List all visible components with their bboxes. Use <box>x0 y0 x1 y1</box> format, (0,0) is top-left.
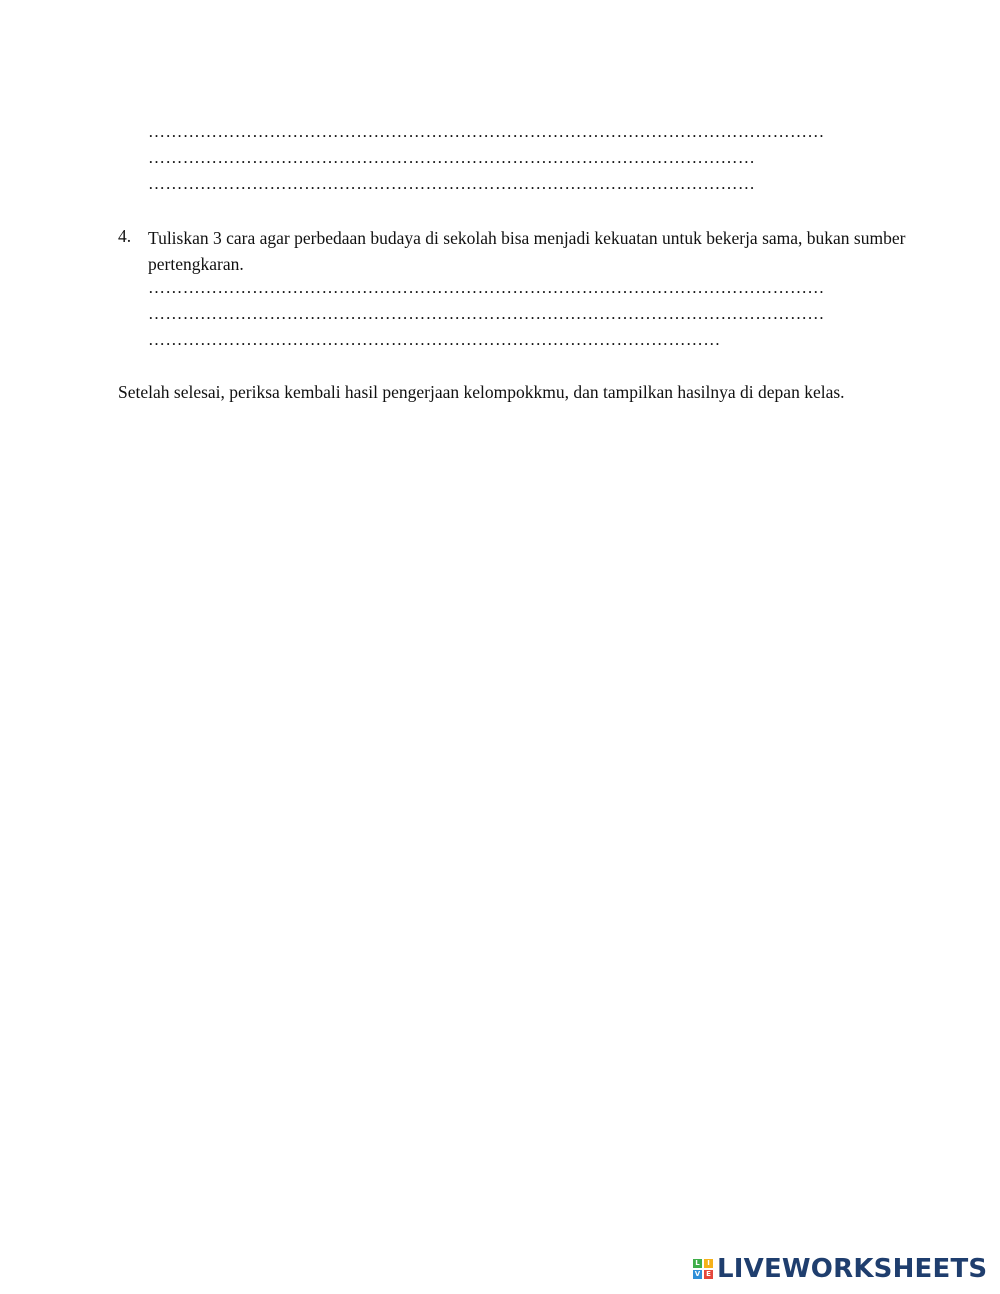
logo-block-v: V <box>694 1270 701 1278</box>
closing-instruction: Setelah selesai, periksa kembali hasil pengerjaan kelompokkmu, dan tampilkan hasilnya di depan kelas. <box>118 382 845 402</box>
question-text: Tuliskan 3 cara agar perbedaan budaya di sekolah bisa menjadi kekuatan untuk bekerja sama, bukan sumber pertengkaran. <box>148 228 906 274</box>
liveworksheets-logo <box>693 1254 987 1284</box>
answer-line-q4-2: ……………………………………………………………………………………………………… <box>148 304 825 323</box>
logo-block-l: L <box>693 1259 702 1268</box>
answer-line-q3-1: ……………………………………………………………………………………………………… <box>148 122 825 141</box>
logo-wordmark: LIVEWORKSHEETS <box>717 1254 988 1284</box>
answer-line-q3-2: …………………………………………………………………………………………… <box>148 148 756 167</box>
question-number: 4. <box>118 226 132 246</box>
answer-line-q3-3: …………………………………………………………………………………………… <box>148 174 756 193</box>
logo-block-i: I <box>704 1259 713 1268</box>
answer-line-q4-1: ……………………………………………………………………………………………………… <box>148 278 825 297</box>
logo-block-e: E <box>704 1270 713 1279</box>
liveworksheets-logo-icon <box>693 1259 713 1279</box>
answer-line-q4-3: ……………………………………………………………………………………… <box>148 330 721 349</box>
